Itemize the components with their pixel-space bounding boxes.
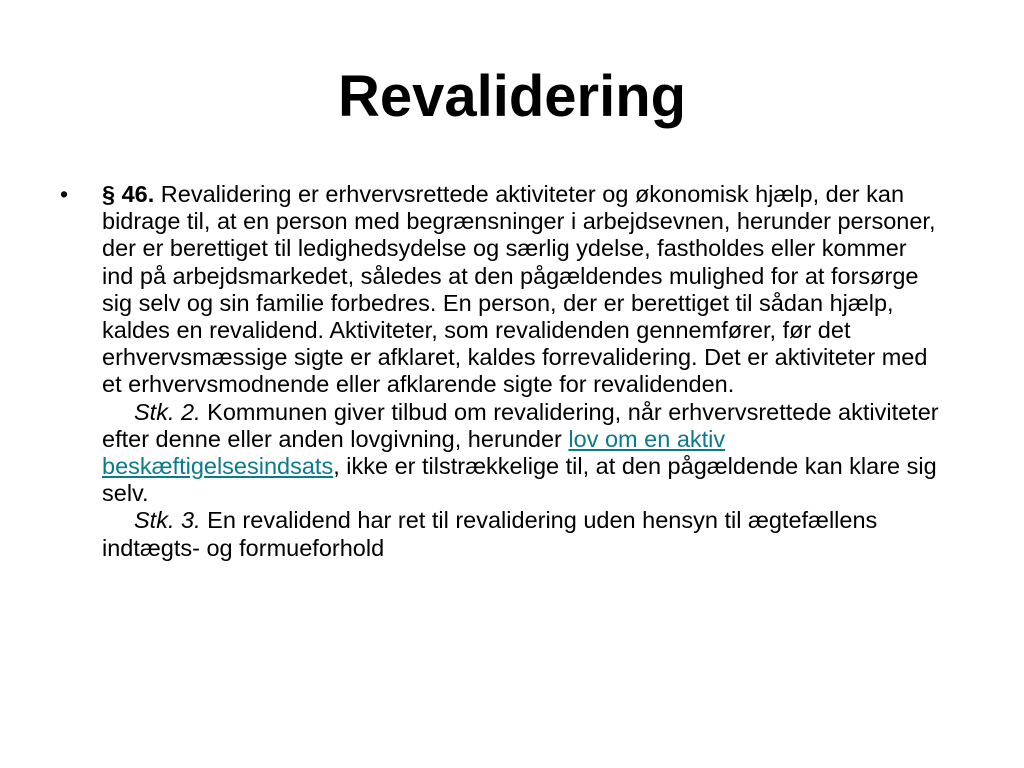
bullet-point: • [60, 181, 69, 207]
stk2-text-before: Kommunen giver tilbud om revalidering, når erhvervsrettede aktiviteter efter denne eller anden lovgivning, herunder [102, 398, 939, 452]
stk3-label: Stk. 3. [134, 507, 201, 534]
stk3-text: En revalidend har ret til revalidering uden hensyn til ægtefællens indtægts- og formueforhold [102, 507, 878, 561]
slide-body [60, 181, 940, 562]
section-number: § 46. [102, 181, 155, 207]
stk2-text-after: , ikke er tilstrækkelige til, at den pågældende kan klare sig selv. [102, 453, 937, 507]
section-text: Revalidering er erhvervsrettede aktiviteter og økonomisk hjælp, der kan bidrage til, at en person med begrænsninger i arbejdsevnen, herunder personer, der er berettiget til ledighedsydelse og særlig ydelse, fastholdes eller kommer ind på arbejdsmarkedet, således at den pågældendes mulighed for at forsørge sig selv og sin familie forbedres. En person, der er berettiget til sådan hjælp, kaldes en revalidend. Aktiviteter, som revalidenden gennemfører, før det erhvervsmæssige sigte er afklaret, kaldes forrevalidering. Det er aktiviteter med et erhvervsmodnende eller afklarende sigte for revalidenden. [102, 181, 936, 398]
section-paragraph [102, 181, 940, 562]
slide-title: Revalidering [337, 64, 687, 129]
law-link[interactable]: lov om en aktiv beskæftigelsesindsats [102, 425, 726, 480]
stk2-label: Stk. 2. [134, 398, 201, 425]
